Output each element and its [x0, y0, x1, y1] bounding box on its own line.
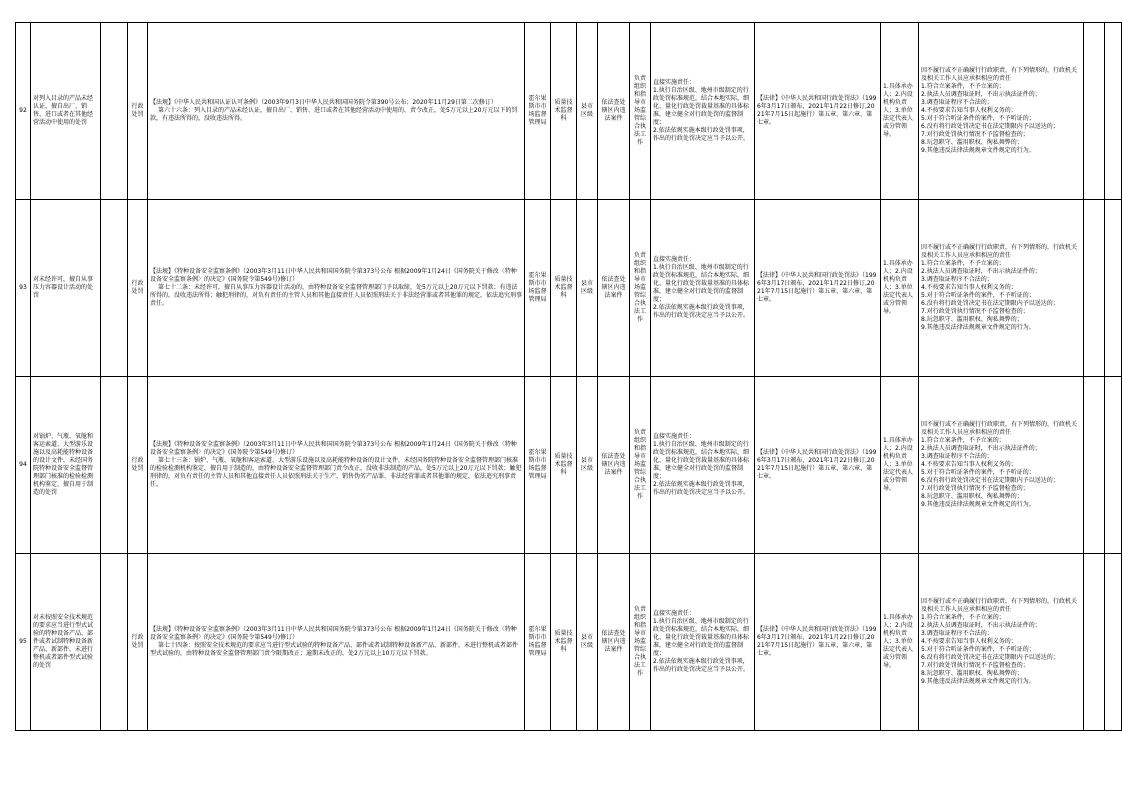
enforcement-scope: 依法查处辖区内违法案件: [598, 554, 630, 731]
accountability-item: 9.其他违反法律法规规章文件规定的行为。: [921, 324, 1035, 331]
row-number: 94: [16, 377, 31, 554]
accountability-item: 4.不按要求告知当事人权利义务的；: [921, 461, 1017, 468]
enforcement-scope: 依法查处辖区内违法案件: [598, 377, 630, 554]
table-row: [16, 23, 1122, 200]
legal-basis-article: 第六十六条：列入目录的产品未经认证，擅自出厂、销售、进口或者在其他经营活动中使用的，责令改正，处5万元以上20万元以下的罚款，有违法所得的，没收违法所得。: [150, 107, 518, 122]
accountability-item: 9.其他违反法律法规规章文件规定的行为。: [921, 147, 1035, 154]
supervising-role: 负责组织和指导市场监管综合执法工作: [630, 200, 651, 377]
responsible-office: 质量技术监督科: [551, 554, 577, 731]
legal-basis-source: 【法规】《特种设备安全监察条例》（2003年3月11日中华人民共和国国务院令第373号公布 根据2009年1月24日《国务院关于修改〈特种设备安全监察条例〉的决定》(国务院令第549号)修订）: [150, 441, 517, 456]
legal-basis: [148, 23, 525, 200]
item-name: 对列入目录的产品未经认证，擅自出厂、销售、进口或者在其他经营活动中使用的处罚: [31, 23, 101, 200]
accountable-subject: 1.具体承办人；2.内设机构负责人；3.单位法定代表人或分管领导。: [881, 200, 919, 377]
accountability-law: 【法律】《中华人民共和国行政处罚法》（1996年3月17日颁布，2021年1月22日修订,2021年7月15日起施行）第五章、第六章、第七章。: [755, 200, 881, 377]
implementing-dept: 霍尔果斯市市场监督管理局: [525, 377, 551, 554]
duty-item: 直接实施责任：: [653, 79, 696, 86]
duty-list: [651, 377, 755, 554]
accountability-item: 4.不按要求告知当事人权利义务的；: [921, 107, 1017, 114]
accountability-list: [919, 200, 1084, 377]
legal-basis: [148, 554, 525, 731]
legal-basis: [148, 377, 525, 554]
implementing-dept: 霍尔果斯市市场监督管理局: [525, 23, 551, 200]
duty-item: 1.执行自治区级、地州市级制定的行政处罚标准规范，结合本地实际，细化、量化行政处罚裁量基准的具体标准，建立健全对行政处罚的监督制度；: [653, 441, 750, 480]
accountability-item: 9.其他违反法律法规规章文件规定的行为。: [921, 678, 1035, 685]
empty-cell: [1084, 23, 1105, 200]
accountability-item: 因不履行或不正确履行行政职责，有下列情形的，行政机关及相关工作人员应承担相应的责任: [921, 244, 1078, 259]
duty-item: 2.依法依规实施本级行政处罚事项，作出的行政处罚决定应当予以公开。: [653, 127, 750, 142]
accountability-item: 9.其他违反法律法规规章文件规定的行为。: [921, 501, 1035, 508]
accountability-item: 因不履行或不正确履行行政职责，有下列情形的，行政机关及相关工作人员应承担相应的责任: [921, 421, 1078, 436]
duty-item: 1.执行自治区级、地州市级制定的行政处罚标准规范，结合本地实际，细化、量化行政处罚裁量基准的具体标准，建立健全对行政处罚的监督制度；: [653, 264, 750, 303]
accountability-item: 6.没有将行政处罚决定书在法定期限内予以送达的；: [921, 477, 1059, 484]
accountable-subject: 1.具体承办人；2.内设机构负责人；3.单位法定代表人或分管领导。: [881, 554, 919, 731]
accountability-law: 【法律】《中华人民共和国行政处罚法》（1996年3月17日颁布，2021年1月22日修订,2021年7月15日起施行）第五章、第六章、第七章。: [755, 377, 881, 554]
legal-basis: [148, 200, 525, 377]
duty-list: [651, 554, 755, 731]
accountable-subject: 1.具体承办人；2.内设机构负责人；3.单位法定代表人或分管领导。: [881, 23, 919, 200]
accountability-item: 因不履行或不正确履行行政职责，有下列情形的，行政机关及相关工作人员应承担相应的责任: [921, 67, 1078, 82]
accountability-item: 1.符合立案条件，不予立案的；: [921, 83, 1005, 90]
duty-item: 2.依法依规实施本级行政处罚事项，作出的行政处罚决定应当予以公开。: [653, 658, 750, 673]
empty-cell: [1084, 377, 1105, 554]
empty-cell: [1084, 200, 1105, 377]
empty-cell: [1105, 23, 1122, 200]
accountability-item: 3.调查取证程序不合法的；: [921, 630, 993, 637]
empty-cell: [1084, 554, 1105, 731]
accountability-item: 5.对于符合听证条件的案件，不予听证的；: [921, 292, 1035, 299]
accountability-item: 2.执法人员调查取证时，不出示执法证件的；: [921, 445, 1041, 452]
accountability-item: 8.玩忽职守、滥用职权、徇私舞弊的；: [921, 493, 1023, 500]
responsible-office: 质量技术监督科: [551, 23, 577, 200]
duty-item: 2.依法依规实施本级行政处罚事项，作出的行政处罚决定应当予以公开。: [653, 304, 750, 319]
legal-basis-article: 第七十四条：按照安全技术规范的要求应当进行型式试验的特种设备产品、部件或者试制特种设备新产品、新部件，未进行整机或者部件型式试验的，由特种设备安全监督管理部门责令限期改正；逾期未改正的，处2万元以上10万元以下罚款。: [150, 642, 519, 657]
duty-item: 1.执行自治区级、地州市级制定的行政处罚标准规范，结合本地实际，细化、量化行政处罚裁量基准的具体标准，建立健全对行政处罚的监督制度；: [653, 618, 750, 657]
supervising-role: 负责组织和指导市场监管综合执法工作: [630, 554, 651, 731]
duty-item: 直接实施责任：: [653, 256, 696, 263]
accountability-list: [919, 554, 1084, 731]
accountable-subject: 1.具体承办人；2.内设机构负责人；3.单位法定代表人或分管领导。: [881, 377, 919, 554]
row-number: 95: [16, 554, 31, 731]
accountability-item: 1.符合立案条件，不予立案的；: [921, 437, 1005, 444]
item-type: 行政处罚: [128, 23, 148, 200]
accountability-item: 7.对行政处罚执行情况不予监督检查的；: [921, 485, 1029, 492]
legal-basis-source: 【法规】《中华人民共和国认证认可条例》（2003年9月3日中华人民共和国国务院令第390号公布；2020年11月29日第二次修订）: [150, 99, 497, 106]
accountability-law: 【法律】《中华人民共和国行政处罚法》（1996年3月17日颁布，2021年1月22日修订,2021年7月15日起施行）第五章、第六章、第七章。: [755, 23, 881, 200]
accountability-item: 4.不按要求告知当事人权利义务的；: [921, 284, 1017, 291]
accountability-item: 3.调查取证程序不合法的；: [921, 276, 993, 283]
accountability-law: 【法律】《中华人民共和国行政处罚法》（1996年3月17日颁布，2021年1月22日修订,2021年7月15日起施行）第五章、第六章、第七章。: [755, 554, 881, 731]
item-type: 行政处罚: [128, 377, 148, 554]
table-row: [16, 200, 1122, 377]
duty-item: 2.依法依规实施本级行政处罚事项，作出的行政处罚决定应当予以公开。: [653, 481, 750, 496]
legal-basis-article: 第七十三条：锅炉、气瓶、氧舱和客运索道、大型游乐设施以及高耗能特种设备的设计文件，未经国务院特种设备安全监督管理部门核准的检验检测机构鉴定，擅自用于制造的，由特种设备安全监督管理部门责令改正，没收非法制造的产品，处5万元以上20万元以下罚款；触犯刑律的，对负有责任的主管人员和其他直接责任人员依照刑法关于生产、销售伪劣产品罪、非法经营罪或者其他罪的规定，依法追究刑事责任。: [150, 457, 522, 488]
empty-cell: [1105, 200, 1122, 377]
row-number: 93: [16, 200, 31, 377]
accountability-item: 5.对于符合听证条件的案件，不予听证的；: [921, 469, 1035, 476]
table-row: [16, 377, 1122, 554]
item-type: 行政处罚: [128, 554, 148, 731]
accountability-item: 5.对于符合听证条件的案件，不予听证的；: [921, 646, 1035, 653]
table-row: [16, 554, 1122, 731]
responsible-office: 质量技术监督科: [551, 200, 577, 377]
supervising-role: 负责组织和指导市场监管综合执法工作: [630, 377, 651, 554]
accountability-item: 3.调查取证程序不合法的；: [921, 99, 993, 106]
admin-level: 县市区级: [577, 554, 598, 731]
accountability-item: 2.执法人员调查取证时，不出示执法证件的；: [921, 622, 1041, 629]
duty-item: 直接实施责任：: [653, 610, 696, 617]
accountability-list: [919, 23, 1084, 200]
enforcement-scope: 依法查处辖区内违法案件: [598, 23, 630, 200]
accountability-item: 1.符合立案条件，不予立案的；: [921, 260, 1005, 267]
admin-level: 县市区级: [577, 200, 598, 377]
accountability-item: 7.对行政处罚执行情况不予监督检查的；: [921, 131, 1029, 138]
item-type: 行政处罚: [128, 200, 148, 377]
empty-cell: [101, 23, 128, 200]
accountability-item: 6.没有将行政处罚决定书在法定期限内予以送达的；: [921, 123, 1059, 130]
admin-level: 县市区级: [577, 377, 598, 554]
item-name: 对锅炉、气瓶、氧舱和客运索道、大型游乐设施以及高耗能特种设备的设计文件，未经国务院特种设备安全监督管理部门核准的检验检测机构鉴定，擅自用于制造的处罚: [31, 377, 101, 554]
item-name: 对未按照安全技术规范的要求应当进行型式试验的特种设备产品、部件或者试制特种设备新产品、新部件，未进行整机或者部件型式试验的处罚: [31, 554, 101, 731]
implementing-dept: 霍尔果斯市市场监督管理局: [525, 200, 551, 377]
legal-basis-article: 第七十二条：未经许可，擅自从事压力容器设计活动的，由特种设备安全监督管理部门予以取缔，处5万元以上20万元以下罚款；有违法所得的，没收违法所得；触犯刑律的，对负有责任的主管人员和其他直接责任人员依照刑法关于非法经营罪或者其他罪的规定，依法追究刑事责任。: [150, 284, 523, 307]
implementing-dept: 霍尔果斯市市场监督管理局: [525, 554, 551, 731]
accountability-item: 5.对于符合听证条件的案件，不予听证的；: [921, 115, 1035, 122]
accountability-item: 8.玩忽职守、滥用职权、徇私舞弊的；: [921, 316, 1023, 323]
accountability-item: 3.调查取证程序不合法的；: [921, 453, 993, 460]
accountability-item: 7.对行政处罚执行情况不予监督检查的；: [921, 662, 1029, 669]
accountability-item: 2.执法人员调查取证时，不出示执法证件的；: [921, 268, 1041, 275]
accountability-item: 1.符合立案条件，不予立案的；: [921, 614, 1005, 621]
responsible-office: 质量技术监督科: [551, 377, 577, 554]
duty-item: 1.执行自治区级、地州市级制定的行政处罚标准规范，结合本地实际，细化、量化行政处罚裁量基准的具体标准，建立健全对行政处罚的监督制度；: [653, 87, 750, 126]
accountability-item: 因不履行或不正确履行行政职责，有下列情形的，行政机关及相关工作人员应承担相应的责任: [921, 598, 1078, 613]
accountability-item: 2.执法人员调查取证时，不出示执法证件的；: [921, 91, 1041, 98]
admin-level: 县市区级: [577, 23, 598, 200]
accountability-item: 8.玩忽职守、滥用职权、徇私舞弊的；: [921, 670, 1023, 677]
empty-cell: [101, 554, 128, 731]
accountability-item: 4.不按要求告知当事人权利义务的；: [921, 638, 1017, 645]
row-number: 92: [16, 23, 31, 200]
enforcement-scope: 依法查处辖区内违法案件: [598, 200, 630, 377]
accountability-item: 6.没有将行政处罚决定书在法定期限内予以送达的；: [921, 654, 1059, 661]
empty-cell: [1105, 554, 1122, 731]
accountability-item: 8.玩忽职守、滥用职权、徇私舞弊的；: [921, 139, 1023, 146]
supervising-role: 负责组织和指导市场监管综合执法工作: [630, 23, 651, 200]
accountability-item: 6.没有将行政处罚决定书在法定期限内予以送达的；: [921, 300, 1059, 307]
power-list-table: [15, 22, 1122, 731]
empty-cell: [101, 377, 128, 554]
legal-basis-source: 【法规】《特种设备安全监察条例》（2003年3月11日中华人民共和国国务院令第373号公布 根据2009年1月24日《国务院关于修改〈特种设备安全监察条例〉的决定》(国务院令第549号)修订）: [150, 268, 517, 283]
empty-cell: [101, 200, 128, 377]
item-name: 对未经许可，擅自从事压力容器设计活动的处罚: [31, 200, 101, 377]
legal-basis-source: 【法规】《特种设备安全监察条例》（2003年3月11日中华人民共和国国务院令第373号公布 根据2009年1月24日《国务院关于修改〈特种设备安全监察条例〉的决定》(国务院令第549号)修订）: [150, 626, 517, 641]
accountability-item: 7.对行政处罚执行情况不予监督检查的；: [921, 308, 1029, 315]
empty-cell: [1105, 377, 1122, 554]
duty-list: [651, 200, 755, 377]
duty-item: 直接实施责任：: [653, 433, 696, 440]
duty-list: [651, 23, 755, 200]
accountability-list: [919, 377, 1084, 554]
